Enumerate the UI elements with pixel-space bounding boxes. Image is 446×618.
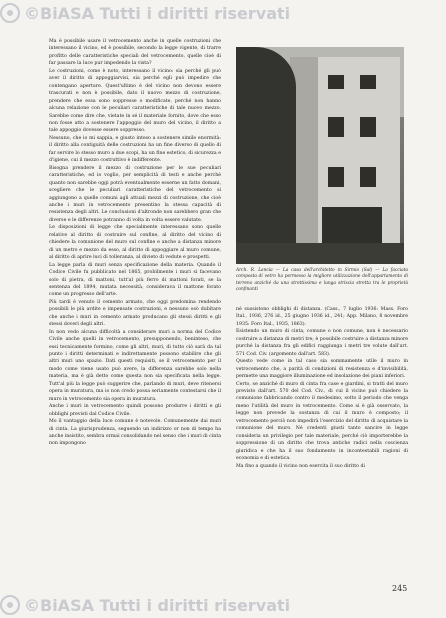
paragraph: La legge parla di muri senza specificazione della materia. Quando il Codice Civile fu pubblicato nel 1865, probilmente i muri si facevano solo di pietra, di mattoni, tutt'al più ferro di mattoni forati, se la sentenza del 1894, mutata necessità, considerava il mattone forato come un progresso dell'arte. [49, 262, 221, 298]
right-column [236, 306, 408, 470]
paragraph: né sussistono obblighi di distanza. (Cass., 7 luglio 1936: Mass. Foro Ital., 1936, 276 id., 25 giugno 1936 id., 241; App. Milano, 8 novembre 1935: Foro Ital., 1935, 1863). [236, 307, 408, 327]
paragraph: Questo vede come in tal caso sia sommamente utile il muro in vetrocemento che, a parità di condizioni di resistenza e d'invisibilità, permette una maggiore illuminazione ed insolazione dei piani inferiori. [236, 359, 408, 380]
paragraph: Esistendo un muro di cinta, comune o non comune, non è necessario costruire a distanza di metri tre; è possibile costruire a distanza minore purché la distanza fra gli edifici raggiunga i metri tre volute dall'art. 571 Cod. Civ. (argomento dall'art. 583). [236, 329, 408, 357]
watermark-bottom [0, 594, 290, 616]
paragraph: Nessuno, che io mi sappia, e giusto inteso a sostenere simile enormità: il diritto alla contiguità delle costruzioni ha un fine diverso di quello di far servire lo stesso muro a due scopi, ha un fine estetico, di sicurezza e d'igiene, cui il mezzo costruttivo è indifferente. [49, 135, 221, 164]
watermark-text: ©BiASA Tutti i diritti riservati [24, 3, 291, 23]
seal-icon [0, 595, 20, 615]
paragraph: Certo, se anziché di muro di cinta fra case e giardini, si tratti del muro previsto dall'art. 570 del Cod. Civ., di cui il vicino può chiedere la comunione fabbricando contro il medesimo, sotto il periodo che venga meno l'utilità del muro in vetrocemento. Come si è già osservato, la legge non prevede la sostanza di cui il muro è composto; il vetrocemento perciò non impedirà l'esercizio del diritto di acquistare la comunione del muro. Né credenti giusti tanto sancire in legge consideria un privilegio per tale materiale, perché ciò importerebbe la soppressione di un diritto che trova antiche radici nella coscienza giuridica e che ha il suo fondamento in incontestabili ragioni di economia e di estetica. [236, 381, 408, 462]
paragraph: Più tardi è venuto il cemento armato, che oggi predomina rendendo possibili le più ardite e impensate costruzioni, e nessuno osò dubitare che anche i muri in cemento armato producano gli stessi diritti e gli stessi doveri degli altri. [49, 299, 221, 328]
watermark-top [0, 2, 290, 24]
paragraph: Le costruzioni, come è noto, interessano il vicino: sia perché gli può aver il diritto di appoggiarvisi, sia perché egli può impedire che contengano aperture. Quest'ultimo è del vicino non devono essere trascurati e non è possibile, dato il nuovo mezzo di costruzione, prendere che essa sono soppresse o modificate, perché non hanno alcuna relazione con le peculiari caratteristiche di tale nuovo mezzo. Sarebbe come dire che, vietate in sé il materiale fornito, dove che esso non fosse atto a sostenere l'appoggio del muro del vicino, il diritto a tale appoggio dovesse essere soppresso. [49, 68, 221, 134]
paragraph: Ma è possibile usare il vetrocemento anche in quelle costruzioni che interessano il vicino, ed è possibile, secondo la legge vigente, di trarre profitto delle caratteristiche speciali del vetrocemento, quelle cioè di far passare la luce pur impedendo la vista? [49, 39, 221, 67]
photo-caption: Arch. R. Lancia — La casa dell'architetto in Sirmio (Sal) — La facciata composta di vetro ha permesso la migliore utilizzazione dell'appartamento di terreno anziché da una strettissima e lunga striscia stretta tra le proprietà confinanti [236, 268, 408, 293]
paragraph: Le disposizioni di legge che specialmente interessano sono quelle relative al diritto di costruire sul confine, al diritto del vicino di chiedere la comunione del muro sul confine e anche a distanza minore di un metro e mezzo da esso, al diritto di appoggiare al muro comune, al diritto di aprire luci di tolleranza, al divieto di vedute e prospetti. [49, 225, 221, 261]
building-photo [236, 47, 404, 264]
watermark-text: ©BiASA Tutti i diritti riservati [24, 595, 291, 615]
paragraph: In non vedo alcuna difficoltà a considerare muri a norma del Codice Civile anche quelli in vetrocemento, presupponendo, beninteso, che essi tecnicamente formino, come gli altri, muri, di tutto ciò sarà da tal punto i diritti determinati e indirettamente possono stabilire che gli altri muri uno spazio. Dati questi requisiti, se il vetrocemento per il modo come viene usato può avere, la differenza sarebbe solo nella materia, ma è già detto come questa non sia specificata nella legge. Tutt'al più la legge può suggerire che, parlando di muri, deve ritenersi opera in muratura, ma io non credo possa seriamente contestarsi che il muro in vetrocemento sia opera in muratura. [49, 329, 221, 402]
paragraph: Ma fino a quando il vicino non esercita il suo diritto di [236, 463, 365, 469]
left-column [49, 38, 221, 448]
seal-icon [0, 3, 20, 23]
paragraph: Mo il vantaggio della luce comune è notevole. Comunemente dai muri di cinta. La giurisprudenza, seguendo un indirizzo or non di tempo ha anche insistito, sembra ormai consolidando nel senso che i muri di cinta non impongono [49, 419, 221, 447]
paragraph: Bisogna prendere il mezzo di costruzione per le sue peculiari caratteristiche, ed io voglio, per semplicità di testi e anche perché quanto non sarebbe oggi potrà eventualmente esserne un fatto domani, scegliere che le peculiari caratteristiche del vetrocemento si aggiungono a quelle comuni agli attuali mezzi di costruzione, che cioè anche i muri in vetrocemento presentino la stessa capacità di resistenza degli altri. Le conclusioni d'altronde non sarebbero gran che diverse e le differenze potranno di volta in volta essere valutate. [49, 165, 221, 223]
page-number: 245 [392, 584, 408, 593]
paragraph: Anche i muri in vetrocemento quindi possono produrre i diritti e gli obblighi previsti dal Codice Civile. [49, 404, 221, 417]
